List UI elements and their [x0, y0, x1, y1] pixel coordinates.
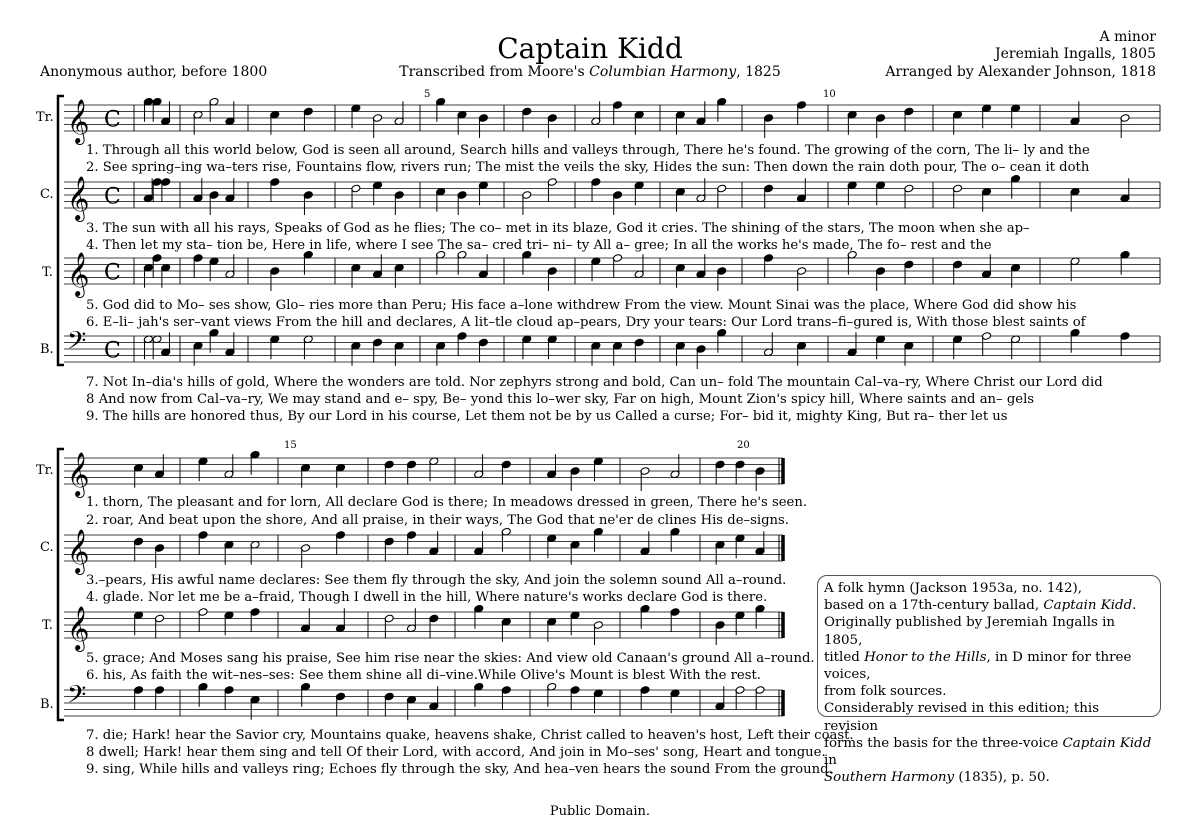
lyric-line: 1. thorn, The pleasant and for lorn, All declare God is there; In meadows dressed in green, There he's seen. — [86, 495, 808, 510]
page-title: Captain Kidd — [497, 32, 683, 65]
lyric-line: 3. The sun with all his rays, Speaks of God as he flies; The co– met in its blaze, God it cries. The shining of the stars, The moon when she ap– — [86, 221, 1030, 236]
lyric-line: 6. his, As faith the wit–nes–ses: See them shine all di–vine.While Olive's Mount is blest With the rest. — [86, 668, 761, 683]
treble-clef-icon: 𝄞 — [67, 99, 90, 143]
treble-clef-icon: 𝄞 — [67, 176, 90, 220]
measure-number: 15 — [284, 440, 297, 451]
voice-label-bass: B. — [40, 342, 54, 357]
treble-clef-icon: 𝄞 — [67, 452, 90, 496]
voice-label-bass: B. — [40, 697, 54, 712]
voice-label-counter: C. — [40, 187, 54, 202]
source-credit: Transcribed from Moore's Columbian Harmony, 1825 — [399, 64, 781, 80]
measure-number: 5 — [424, 89, 431, 100]
voice-label-counter: C. — [40, 540, 54, 555]
lyric-line: 2. See spring–ing wa–ters rise, Fountains flow, rivers run; The mist the veils the sky, Hides the sun: Then down the rain doth pour, The o– cean it doth — [86, 160, 1090, 175]
bass-clef-icon: 𝄢 — [67, 326, 87, 362]
note-line: Considerably revised in this edition; this revision — [824, 701, 1100, 734]
lyric-line: 2. roar, And beat upon the shore, And all praise, in their ways, The God that ne'er de clines His de–signs. — [86, 513, 789, 528]
lyric-line: 9. The hills are honored thus, By our Lord in his course, Let them not be by us Called a curse; For– bid it, mighty King, But ra– ther let us — [86, 409, 1008, 424]
treble-clef-icon: 𝄞 — [67, 252, 90, 296]
lyric-line: 8 dwell; Hark! hear them sing and tell Of their Lord, with accord, And join in Mo–ses' song, Heart and tongue. — [86, 745, 826, 760]
voice-label-tenor: T. — [42, 265, 53, 280]
bass-clef-icon: 𝄢 — [67, 680, 87, 716]
lyric-line: 6. E–li– jah's ser–vant views From the hill and declares, A lit–tle cloud ap–pears, Dry your tears: Our Lord trans–fi–gured is, With those blest saints of — [86, 315, 1086, 330]
treble-clef-icon: 𝄞 — [67, 606, 90, 650]
lyric-line: 1. Through all this world below, God is seen all around, Search hills and valleys through, There he's found. The growing of the corn, The li– ly and the — [86, 143, 1090, 158]
time-signature: C — [104, 260, 121, 286]
time-signature: C — [104, 338, 121, 364]
lyric-line: 5. grace; And Moses sang his praise, See him rise near the skies: And view old Canaan's ground All a–round. — [86, 651, 815, 666]
voice-label-tenor: T. — [42, 618, 53, 633]
historical-note-box — [817, 575, 1161, 786]
measure-number: 10 — [823, 89, 836, 100]
note-line: from folk sources. — [824, 684, 947, 700]
lyric-line: 9. sing, While hills and valleys ring; Echoes fly through the sky, And hea–ven hears the sound From the ground. — [86, 762, 833, 777]
note-line: A folk hymn (Jackson 1953a, no. 142), — [824, 581, 1082, 596]
lyric-line: 5. God did to Mo– ses show, Glo– ries more than Peru; His face a–lone withdrew From the view. Mount Sinai was the place, Where God did show his — [86, 298, 1077, 313]
measure-number: 20 — [737, 440, 750, 451]
footer-copyright: Public Domain. — [549, 804, 651, 819]
system-bracket — [58, 449, 64, 720]
treble-clef-icon: 𝄞 — [67, 529, 90, 573]
note-line: Southern Harmony (1835), p. 50. — [824, 770, 1050, 786]
lyric-line: 7. die; Hark! hear the Savior cry, Mountains quake, heavens shake, Christ called to heaven's host, Left their coast. — [86, 728, 854, 743]
note-line: based on a 17th-century ballad, Captain Kidd. — [824, 598, 1137, 614]
time-signature: C — [104, 184, 121, 210]
note-line: titled Honor to the Hills, in D minor for three voices, — [824, 649, 1132, 683]
key-signature-label: A minor — [1099, 29, 1156, 45]
lyric-line: 4. glade. Nor let me be a–fraid, Though I dwell in the hill, Where nature's works declare God is there. — [86, 590, 768, 605]
note-line: Originally published by Jeremiah Ingalls in 1805, — [824, 615, 1116, 648]
lyric-line: 8 And now from Cal–va–ry, We may stand and e– spy, Be– yond this lo–wer sky, Far on high, Mount Zion's spicy hill, Where saints and an– gels — [86, 392, 1035, 407]
lyric-line: 4. Then let my sta– tion be, Here in life, where I see The sa– cred tri– ni– ty All a– gree; In all the works he's made, The fo– rest and the — [86, 238, 992, 253]
lyric-line: 7. Not In–dia's hills of gold, Where the wonders are told. Nor zephyrs strong and bold, Can un– fold The mountain Cal–va–ry, Where Christ our Lord did — [86, 375, 1103, 390]
arranger-credit: Arranged by Alexander Johnson, 1818 — [885, 64, 1156, 80]
note-line: forms the basis for the three-voice Captain Kidd in — [824, 735, 1152, 769]
author-credit: Anonymous author, before 1800 — [40, 64, 268, 80]
composer-credit: Jeremiah Ingalls, 1805 — [995, 46, 1156, 62]
time-signature: C — [104, 107, 121, 133]
voice-label-treble: Tr. — [36, 463, 54, 478]
voice-label-treble: Tr. — [36, 110, 54, 125]
lyric-line: 3.–pears, His awful name declares: See them fly through the sky, And join the solemn sound All a–round. — [86, 573, 787, 588]
system-bracket — [58, 96, 64, 365]
